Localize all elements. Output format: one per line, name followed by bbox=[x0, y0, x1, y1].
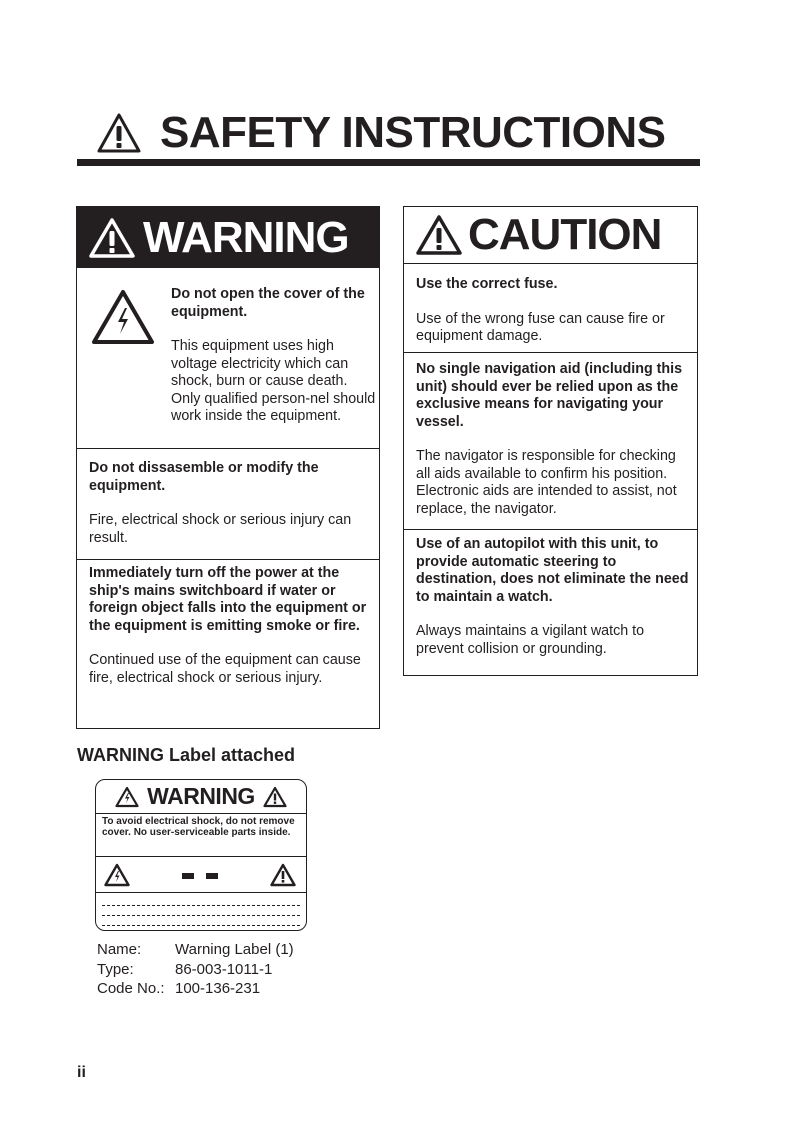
warning-section-2 bbox=[77, 449, 379, 560]
label-title: WARNING bbox=[147, 783, 255, 809]
caution-header-text: CAUTION bbox=[468, 210, 662, 259]
label-dash bbox=[206, 873, 218, 879]
warning-header bbox=[77, 207, 379, 268]
warning-triangle-icon bbox=[87, 216, 137, 260]
warning-triangle-icon bbox=[270, 863, 296, 887]
caution-box bbox=[403, 206, 698, 676]
label-meta bbox=[97, 940, 294, 999]
warning-triangle-icon bbox=[263, 786, 287, 808]
warning-label-image bbox=[95, 779, 307, 931]
page-title-text: SAFETY INSTRUCTIONS bbox=[160, 108, 666, 157]
page-title bbox=[96, 105, 666, 161]
caution-section-1-body: Use of the wrong fuse can cause fire or equipment damage. bbox=[416, 310, 665, 344]
title-rule bbox=[77, 159, 700, 166]
warning-header-text: WARNING bbox=[143, 212, 349, 262]
warning-section-3-body: Continued use of the equipment can cause fire, electrical shock or serious injury. bbox=[89, 652, 361, 686]
caution-section-1-heading: Use the correct fuse. bbox=[416, 276, 558, 292]
warning-box bbox=[76, 206, 380, 729]
warning-section-2-heading: Do not dissasemble or modify the equipment. bbox=[89, 460, 319, 494]
caution-section-3-heading: Use of an autopilot with this unit, to provide automatic steering to destination, does not eliminate the need to maintain a watch. bbox=[416, 536, 689, 605]
label-name-key: Name: bbox=[97, 941, 142, 958]
warning-section-1-heading: Do not open the cover of the equipment. bbox=[171, 286, 365, 320]
caution-section-2 bbox=[404, 353, 697, 530]
label-symbols bbox=[96, 857, 306, 893]
warning-section-2-body: Fire, electrical shock or serious injury can result. bbox=[89, 512, 352, 546]
label-text: To avoid electrical shock, do not remove cover. No user-serviceable parts inside. bbox=[96, 814, 306, 857]
label-dash bbox=[182, 873, 194, 879]
label-name-value: Warning Label (1) bbox=[175, 941, 294, 958]
warning-section-3-heading: Immediately turn off the power at the ship's mains switchboard if water or foreign object falls into the equipment or the equipment is emitting smoke or fire. bbox=[89, 565, 367, 634]
warning-triangle-icon bbox=[115, 786, 139, 808]
warning-triangle-icon bbox=[96, 112, 142, 154]
caution-section-1 bbox=[404, 264, 697, 353]
label-code-key: Code No.: bbox=[97, 980, 165, 997]
label-header bbox=[96, 780, 306, 814]
warning-section-3 bbox=[77, 560, 379, 687]
caution-section-2-body: The navigator is responsible for checking all aids available to confirm his position. Electronic aids are intended to assist, not replace, the navigator. bbox=[416, 448, 677, 517]
caution-section-3-body: Always maintains a vigilant watch to prevent collision or grounding. bbox=[416, 623, 645, 657]
label-type-value: 86-003-1011-1 bbox=[175, 960, 273, 978]
label-heading: WARNING Label attached bbox=[77, 745, 296, 765]
caution-header bbox=[404, 207, 697, 264]
caution-triangle-icon bbox=[414, 213, 464, 257]
label-type-key: Type: bbox=[97, 960, 134, 978]
electric-shock-icon bbox=[104, 863, 130, 887]
electric-shock-icon bbox=[91, 288, 155, 346]
caution-section-3 bbox=[404, 530, 697, 658]
warning-section-1-body: This equipment uses high voltage electricity which can shock, burn or cause death. Only qualified person-nel should work inside the equipment. bbox=[171, 338, 376, 424]
label-code-value: 100-136-231 bbox=[175, 980, 261, 997]
warning-section-1 bbox=[77, 268, 379, 449]
label-dotted-lines bbox=[96, 893, 306, 927]
caution-section-2-heading: No single navigation aid (including this unit) should ever be relied upon as the exclusive means for navigating your vessel. bbox=[416, 361, 683, 430]
page-number: ii bbox=[77, 1064, 86, 1081]
